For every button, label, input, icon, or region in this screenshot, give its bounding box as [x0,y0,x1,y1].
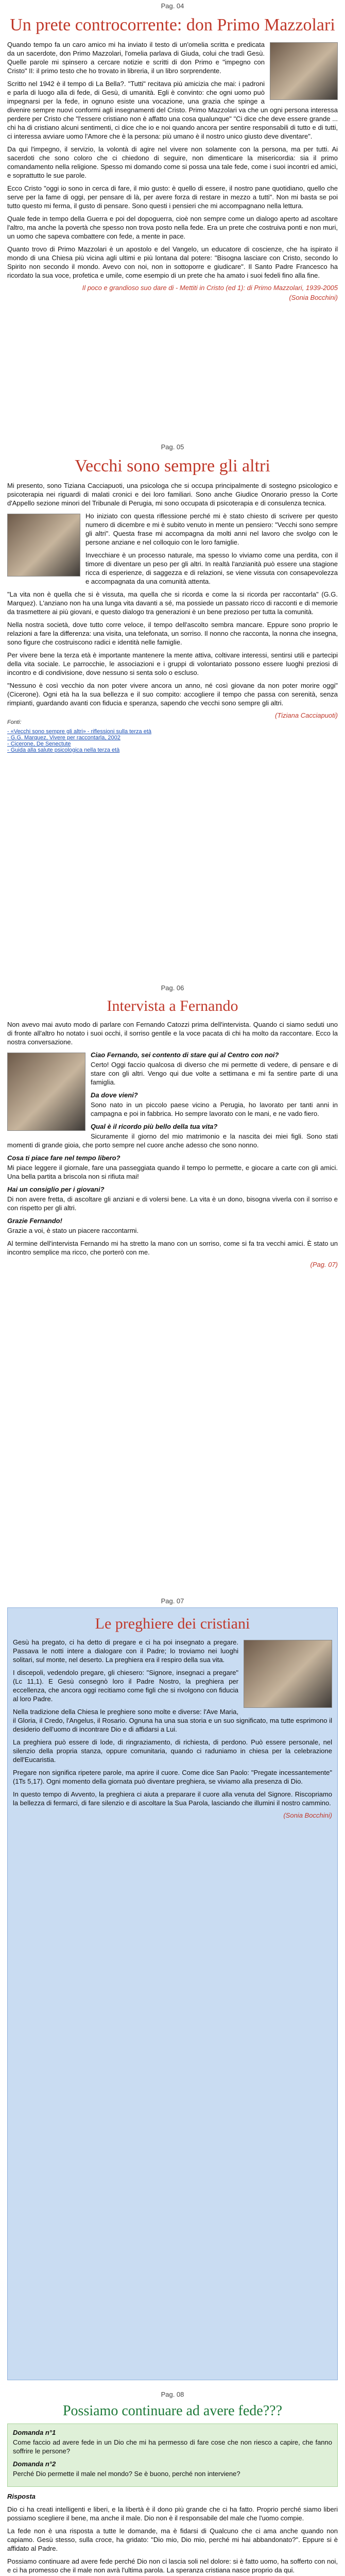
paragraph: I discepoli, vedendolo pregare, gli chiesero: "Signore, insegnaci a pregare" (Lc 11,1). E Gesù consegnò loro il Padre Nostro, la preghiera per eccellenza, che ancora oggi recitiamo come figli che si rivolgono con fiducia al loro Padre. [13,1669,238,1703]
questions-box [7,2424,338,2487]
paragraph: Quando tempo fa un caro amico mi ha inviato il testo di un'omelia scritta e predicata da un sacerdote, don Primo Mazzolari, l'omelia parlava di Giuda, colui che tradì Gesù. Quelle parole mi spinsero a cercare notizie e scritti di don Primo e "impegno con Cristo" II: il primo testo che ho trovato in libreria, il un libro sorprendente. [7,41,265,75]
question: Qual è il ricordo più bello della tua vita? [91,1123,218,1130]
question-item [13,2460,332,2478]
article-title: Le preghiere dei cristiani [95,1615,250,1632]
paragraph: Invecchiare è un processo naturale, ma spesso lo viviamo come una perdita, con il timore di diventare un peso per gli altri. In realtà l'anzianità può essere una stagione ricca di esperienze, di saggezza e di relazioni, se viene vissuta con consapevolezza e accompagnata da una comunità attenta. [85,551,338,585]
article-title: Vecchi sono sempre gli altri [75,456,270,476]
paragraph: Gesù ha pregato, ci ha detto di pregare e ci ha poi insegnato a pregare. Passava le notti intere a dialogare con il Padre; lo troviamo nei luoghi solitari, sul monte, nel deserto. La preghiera era il respiro della sua vita. [13,1638,238,1664]
answer: Grazie a voi, è stato un piacere raccontarmi. [7,1227,139,1234]
answer: Di non avere fretta, di ascoltare gli anziani e di volersi bene. La vita è un dono, bisogna viverla con il sorriso e con rispetto per gli altri. [7,1195,338,1212]
paragraph: Possiamo continuare ad avere fede perché Dio non ci lascia soli nel dolore: si è fatto uomo, ha sofferto con noi, e ci ha promesso che il male non avrà l'ultima parola. La speranza cristiana nasce proprio da qui. [7,2557,338,2574]
intro: Non avevo mai avuto modo di parlare con Fernando Catozzi prima dell'intervista. Quando ci siamo seduti uno di fronte all'altro ho notato i suoi occhi, il sorriso gentile e la voce pacata di chi ha molto da raccontare. Ecco la nostra conversazione. [7,1021,338,1046]
question: Domanda n°2 [13,2460,56,2468]
answer-label: Risposta [7,2493,36,2500]
source-link[interactable]: - «Vecchi sono sempre gli altri» - riflessioni sulla terza età [7,728,152,735]
article-mazzolari [7,12,338,435]
paragraph: Pregare non significa ripetere parole, ma aprire il cuore. Come dice San Paolo: "Pregate incessantemente" (1Ts 5,17). Ogni momento della giornata può diventare preghiera, se viviamo alla presenza di Dio. [13,1769,332,1785]
question: Domanda n°1 [13,2429,56,2436]
page-number-08: Pag. 08 [161,2391,184,2398]
answer: Sono nato in un piccolo paese vicino a Perugia, ho lavorato per tanti anni in campagna e poi in fabbrica. Ho sempre lavorato con le mani, e ne vado fiero. [91,1101,338,1117]
question: Cosa ti piace fare nel tempo libero? [7,1154,120,1162]
author: (Sonia Bocchini) [283,1811,332,1819]
article-title: Intervista a Fernando [107,997,238,1014]
source-link[interactable]: - Guida alla salute psicologica nella terza età [7,747,120,753]
paragraph: Quanto trovo di Primo Mazzolari è un apostolo e del Vangelo, un educatore di coscienze, che ha ispirato il mondo di una Chiesa più vicina agli ultimi e più lontana dal potere: "Bisogna lasciare con Cristo, secondo lo Spirito non secondo il mondo. Avevo con noi, non in sottoporre e giudicare". Il Santo Padre Francesco ha ricordato la sua voce, profetica e umile, come esempio di un prete che ha amato i suoi fedeli fino alla fine. [7,245,338,279]
question: Ciao Fernando, sei contento di stare qui al Centro con noi? [91,1051,279,1059]
answer: Sicuramente il giorno del mio matrimonio e la nascita dei miei figli. Sono stati momenti di grande gioia, che porto sempre nel cuore anche adesso che sono nonno. [7,1132,338,1149]
paragraph: Scritto nel 1942 è il tempo di La Bella?. "Tutti" recitava più amicizia che mai: i padroni e parla di luogo alla di fede, di Gesù, di umanità. Egli è convinto: che ogni uomo può impegnarsi per la fede, in ognuno esiste una vocazione, una grazia che spinge a divenire sempre nuovi conformi agli insegnamenti del Cristo. Primo Mazzolari va che un ogni persona interessa perdere per Cristo che "l'essere cristiano non è affatto una cosa qualunque" "Ci dice che deve essere grande ... chi ha di cristiano alcuni sentimenti, ci dice che io e noi quando ancora per sentire responsabili di tutto e di tutti, ci interessa avviare uomo l'Amore che è la persona: più umano è il nostro unico giusto deve diventare". [7,80,338,140]
question-item [13,2428,332,2455]
article-title: Un prete controcorrente: don Primo Mazzolari [10,15,335,35]
question-text: Perché Dio permette il male nel mondo? Se è buono, perché non interviene? [13,2470,240,2478]
article-preghiere [7,1607,338,2380]
elderly-photo [7,514,80,577]
qa-item [7,1154,338,1181]
source-link[interactable]: - Cicerone, De Senectute [7,741,71,747]
mazzolari-photo [270,42,338,100]
paragraph: "La vita non è quella che si è vissuta, ma quella che si ricorda e come la si ricorda per raccontarla" (G.G. Marquez). L'anziano non ha una lunga vita davanti a sé, ma possiede un passato ricco di racconti e di memorie da trasmettere ai più giovani, e questo dialogo tra generazioni è un bene prezioso per tutta la comunità. [7,590,338,616]
prayer-photo [244,1640,332,1708]
article-title: Possiamo continuare ad avere fede??? [62,2403,282,2419]
links-label: Fonti: [7,719,22,725]
qa-item [7,1216,338,1235]
paragraph: La fede non è una risposta a tutte le domande, ma è fidarsi di Qualcuno che ci ama anche quando non capiamo. Gesù stesso, sulla croce, ha gridato: "Dio mio, Dio mio, perché mi hai abbandonato?". Eppure si è affidato al Padre. [7,2527,338,2552]
page-number-06: Pag. 06 [161,984,184,992]
article-intervista [7,994,338,1587]
closing: Al termine dell'intervista Fernando mi ha stretto la mano con un sorriso, come si fa tra vecchi amici. È stato un incontro semplice ma ricco, che porterò con me. [7,1240,338,1256]
author: (Tiziana Cacciapuoti) [275,711,338,719]
article-vecchi [7,453,338,974]
question: Grazie Fernando! [7,1217,62,1225]
page-number-04: Pag. 04 [161,2,184,10]
source-link[interactable]: - G.G. Marquez, Vivere per raccontarla, 2002 [7,735,120,741]
paragraph: In questo tempo di Avvento, la preghiera ci aiuta a preparare il cuore alla venuta del Signore. Riscopriamo la bellezza di fermarci, di fare silenzio e di ascoltare la Sua Parola, lasciando che illumini il nostro cammino. [13,1790,332,1807]
paragraph: Mi presento, sono Tiziana Cacciapuoti, una psicologa che si occupa principalmente di sostegno psicologico e psicoterapia nei riguardi di malati cronici e dei loro familiari. Sono anche Giudice Onorario presso la Corte d'Appello sezione minori del Tribunale di Perugia, mi sono occupata di psicoterapia e di consulenza tecnica. [7,482,338,507]
paragraph: Ecco Cristo "oggi io sono in cerca di fare, il mio gusto: è quello di essere, il nostro pane quotidiano, quello che serve per la fame di oggi, per pensare di là, per avere forza di restare in mezzo a tutti". Non mi basta se poi tutto questo mi ferma, il gusto di pensare. Sono questi i pensieri che mi accompagnano nella lettura. [7,184,338,210]
paragraph: Per vivere bene la terza età è importante mantenere la mente attiva, coltivare interessi, sentirsi utili e partecipi della vita sociale. Le parrocchie, le associazioni e i gruppi di volontariato possono essere luoghi preziosi di incontro e di condivisione, dove nessuno si senta solo o escluso. [7,651,338,676]
fernando-photo [7,1053,85,1131]
author: (Pag. 07) [310,1261,338,1268]
paragraph: La preghiera può essere di lode, di ringraziamento, di richiesta, di perdono. Può essere personale, nel silenzio della propria stanza, oppure comunitaria, quando ci raduniamo in chiesa per la celebrazione dell'Eucaristia. [13,1738,332,1764]
question-text: Come faccio ad avere fede in un Dio che mi ha permesso di fare cose che non riesco a capire, che fanno soffrire le persone? [13,2438,332,2455]
answer: Mi piace leggere il giornale, fare una passeggiata quando il tempo lo permette, e giocare a carte con gli amici. Una bella partita a briscola non si rifiuta mai! [7,1164,338,1180]
paragraph: Ho iniziato con questa riflessione perché mi è stato chiesto di scrivere per questo numero di dicembre e mi è subito venuto in mente un pensiero: "Vecchi sono sempre gli altri". Questa frase mi accompagna da molti anni nel lavoro che svolgo con le persone anziane e nel colloquio con le loro famiglie. [85,512,338,546]
article-fede [7,2401,338,2576]
author: (Sonia Bocchini) [289,294,338,301]
answer: Certo! Oggi faccio qualcosa di diverso che mi permette di vedere, di pensare e di stare con gli altri. Vengo qui due volte a settimana e mi fa sentire parte di una famiglia. [91,1061,338,1086]
paragraph: Nella nostra società, dove tutto corre veloce, il tempo dell'ascolto sembra mancare. Eppure sono proprio le relazioni a fare la differenza: una visita, una telefonata, un sorriso. Il nonno che racconta, la nonna che insegna, sono figure che costruiscono radici e identità nelle famiglie. [7,621,338,646]
page-number-05: Pag. 05 [161,443,184,451]
question: Da dove vieni? [91,1091,138,1099]
paragraph: "Nessuno è così vecchio da non poter vivere ancora un anno, né così giovane da non poter morire oggi" (Cicerone). Ogni età ha la sua bellezza e il suo compito: accogliere il tempo che passa con serenità, senza rimpianti, guardando avanti con fiducia e speranza, sapendo che vecchi sono sempre gli altri. [7,682,338,707]
question: Hai un consiglio per i giovani? [7,1185,105,1193]
paragraph: Nella tradizione della Chiesa le preghiere sono molte e diverse: l'Ave Maria, il Gloria, il Credo, l'Angelus, il Rosario. Ognuna ha una sua storia e un suo significato, ma tutte esprimono il desiderio dell'uomo di incontrare Dio e di affidarsi a Lui. [13,1708,332,1733]
quote-signature: Il poco e grandioso suo dare di - Mettiti in Cristo (ed 1): di Primo Mazzolari, 1939-2005 [82,284,338,292]
page-number-07: Pag. 07 [161,1597,184,1605]
qa-item [7,1185,338,1212]
paragraph: Dio ci ha creati intelligenti e liberi, e la libertà è il dono più grande che ci ha fatto. Proprio perché siamo liberi possiamo scegliere il bene, ma anche il male. Dio non è il responsabile del male che l'uomo compie. [7,2505,338,2522]
paragraph: Da qui l'impegno, il servizio, la volontà di agire nel vivere non solamente con la persona, ma per tutti. Ai sacerdoti che sono coloro che ci chiedono di seguire, non dimenticare la misericordia: sia il primo comandamento nella religione. Spesso mi domando come si possa una tale fede, come i suoi incontri ed amici, e soprattutto le sue parole. [7,145,338,179]
paragraph: Quale fede in tempo della Guerra e poi del dopoguerra, cioè non sempre come un dialogo aperto ad ascoltare l'altro, ma anche la povertà che spesso non trova posto nella fede. Era un prete che costruiva ponti e non muri, un uomo che sapeva combattere con fede, a mente in pace. [7,215,338,240]
